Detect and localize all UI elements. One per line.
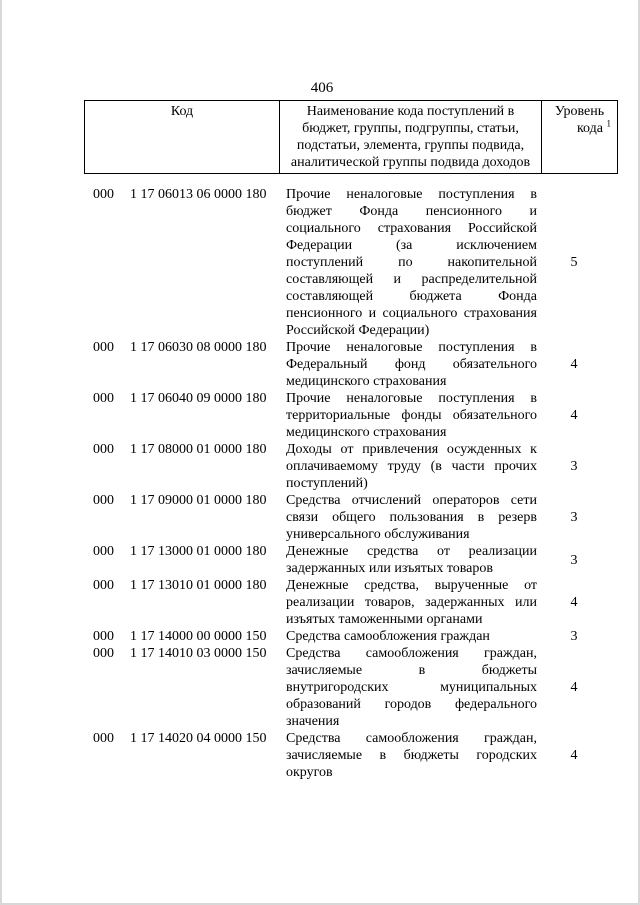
row-name-line: Прочие неналоговые поступления в [286,340,537,355]
row-name [286,492,537,543]
row-level: 4 [570,595,578,610]
row-code: 1 17 13000 01 0000 180 [130,544,267,559]
table-row [2,645,640,730]
header-name-line: Наименование кода поступлений в [306,104,515,119]
table-row [2,492,640,543]
row-prefix: 000 [93,629,114,644]
header-level-cell [542,101,618,174]
row-name-line: составляющей бюджета Фонда [286,289,537,304]
row-prefix: 000 [93,187,114,202]
row-prefix: 000 [93,493,114,508]
row-name-line: оплачиваемому труду (в части прочих [286,459,537,474]
row-prefix: 000 [93,340,114,355]
row-name [286,730,537,781]
row-prefix: 000 [93,731,114,746]
row-name [286,628,537,645]
row-level: 3 [570,459,578,474]
row-name-line: внутригородских муниципальных [286,680,537,695]
table-row [2,441,640,492]
row-name-line: Средства отчислений операторов сети [286,493,537,508]
row-name-line: образований городов федерального [286,697,537,712]
row-prefix: 000 [93,646,114,661]
row-name-line: Средства самообложения граждан, [286,646,537,661]
header-name-line: подстатьи, элемента, группы подвида, [296,138,525,153]
row-name-line: Доходы от привлечения осужденных к [286,442,537,457]
row-name-line: значения [286,714,340,729]
header-level-line1: Уровень [554,104,605,119]
row-code: 1 17 08000 01 0000 180 [130,442,267,457]
row-name-line: поступлений по накопительной [286,255,537,270]
row-name-line: округов [286,765,333,780]
table-row [2,543,640,577]
row-name-line: пенсионного и социального страхования [286,306,537,321]
row-name-line: Прочие неналоговые поступления в [286,187,537,202]
row-level: 4 [570,408,578,423]
row-level: 4 [570,680,578,695]
row-name-line: изъятых таможенными органами [286,612,483,627]
table-body [2,186,640,781]
table-row [2,390,640,441]
header-level-line2: кода [576,121,603,136]
row-name-line: зачисляемые в бюджеты [286,663,537,678]
row-name-line: Российской Федерации) [286,323,430,338]
row-level: 3 [570,629,578,644]
table-row [2,628,640,645]
row-name [286,577,537,628]
header-name-line: бюджет, группы, подгруппы, статьи, [302,121,519,136]
row-prefix: 000 [93,442,114,457]
row-name-line: задержанных или изъятых товаров [286,561,493,576]
row-name-line: реализации товаров, задержанных или [286,595,537,610]
row-name-line: Денежные средства от реализации [286,544,537,559]
row-name [286,186,537,339]
header-code-cell [85,101,280,174]
page-number: 406 [310,80,334,96]
row-code: 1 17 14000 00 0000 150 [130,629,267,644]
row-level: 3 [570,552,578,568]
row-name-line: бюджет Фонда пенсионного и [286,204,537,219]
row-code: 1 17 09000 01 0000 180 [130,493,267,508]
row-code: 1 17 06013 06 0000 180 [130,187,267,202]
table-row [2,577,640,628]
row-prefix: 000 [93,391,114,406]
header-level-footnote: 1 [606,118,611,129]
row-code: 1 17 13010 01 0000 180 [130,578,267,593]
row-name-line: поступлений) [286,476,368,491]
row-level: 3 [570,510,578,525]
header-name-line: аналитической группы подвида доходов [290,155,531,170]
row-name [286,441,537,492]
row-level: 5 [570,255,578,270]
row-name [286,339,537,390]
row-name-line: медицинского страхования [286,374,447,389]
row-name-line: Федеральный фонд обязательного [286,357,537,372]
row-code: 1 17 06040 09 0000 180 [130,391,267,406]
header-name-cell [280,101,542,174]
row-name-line: универсального обслуживания [286,527,470,542]
row-name-line: территориальные фонды обязательного [286,408,537,423]
row-name-line: Федерации (за исключением [286,238,537,253]
row-name [286,390,537,441]
row-code: 1 17 14020 04 0000 150 [130,731,267,746]
row-name [286,543,537,577]
table-row [2,730,640,781]
row-code: 1 17 06030 08 0000 180 [130,340,267,355]
row-name-line: Средства самообложения граждан [286,629,490,644]
table-row [2,339,640,390]
row-name-line: зачисляемые в бюджеты городских [286,748,537,763]
row-name-line: составляющей и распределительной [286,272,537,287]
row-code: 1 17 14010 03 0000 150 [130,646,267,661]
row-name-line: Средства самообложения граждан, [286,731,537,746]
row-prefix: 000 [93,544,114,559]
row-name-line: медицинского страхования [286,425,447,440]
row-level: 4 [570,357,578,372]
table-row [2,186,640,339]
row-name-line: социального страхования Российской [286,221,537,236]
row-name-line: Денежные средства, вырученные от [286,578,537,593]
row-name-line: Прочие неналоговые поступления в [286,391,537,406]
header-code-label: Код [170,104,194,119]
row-name-line: связи общего пользования в резерв [286,510,537,525]
row-level: 4 [570,748,578,763]
table-header [84,100,618,174]
row-name [286,645,537,730]
row-prefix: 000 [93,578,114,593]
